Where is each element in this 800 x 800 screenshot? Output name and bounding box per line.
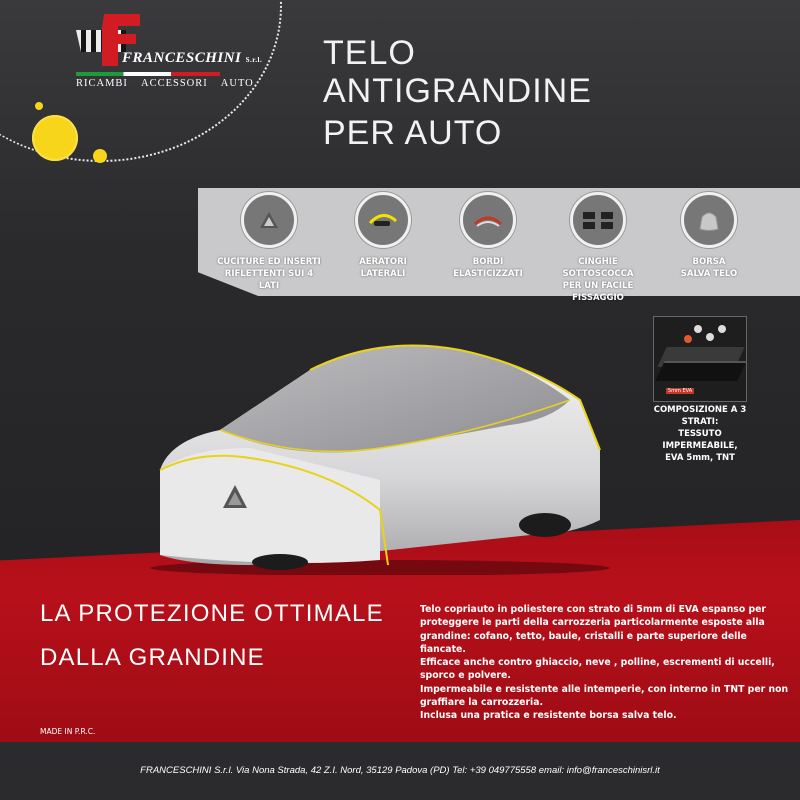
italian-flag-stripe	[76, 72, 220, 76]
yellow-dot-large	[32, 115, 78, 161]
title-line-1: TELO	[323, 34, 416, 72]
brand-name: FRANCESCHINI S.r.l.	[122, 50, 263, 66]
reflective-triangle-icon	[241, 192, 297, 248]
feature-side-vents: AERATORI LATERALI	[328, 192, 438, 280]
product-description: Telo copriauto in poliestere con strato di 5mm di EVA espanso per proteggere le parti della carrozzeria particolarmente esposte alla grandine: cofano, tetto, baule, cristalli e parte superiore delle fiancate. Efficace anche contro ghiaccio, neve , polline, escrementi di uccelli, sporco e polvere. Impermeabile e resistente alle intemperie, con interno in TNT per non graffiare la carrozzeria. Inclusa una pratica e resistente borsa salva telo.	[420, 604, 789, 722]
title-line-3: PER AUTO	[323, 114, 503, 152]
title-line-2: ANTIGRANDINE	[323, 72, 592, 110]
buckle-straps-icon	[570, 192, 626, 248]
composition-text: COMPOSIZIONE A 3 STRATI: TESSUTO IMPERMEABILE, EVA 5mm, TNT	[653, 405, 747, 463]
elastic-edge-icon	[460, 192, 516, 248]
eva-tag: 5mm EVA	[668, 388, 693, 394]
feature-underbody-straps: CINGHIE SOTTOSCOCCA PER UN FACILE FISSAGGIO	[543, 192, 653, 304]
mirror-vent-icon	[355, 192, 411, 248]
made-in-label: MADE IN P.R.C.	[40, 727, 96, 736]
yellow-dot-small	[35, 102, 43, 110]
headline-line-2: DALLA GRANDINE	[40, 644, 265, 671]
storage-bag-icon	[681, 192, 737, 248]
footer-contact: FRANCESCHINI S.r.l. Via Nona Strada, 42 Z.I. Nord, 35129 Padova (PD) Tel: +39 049775558 email: info@franceschinisrl.it	[140, 765, 660, 776]
covered-car-image	[130, 330, 630, 575]
brand-tagline: RICAMBI ACCESSORI AUTO	[76, 78, 254, 89]
feature-reflective-seams: CUCITURE ED INSERTI RIFLETTENTI SUI 4 LATI	[214, 192, 324, 292]
headline-line-1: LA PROTEZIONE OTTIMALE	[40, 600, 384, 627]
layers-cross-section-image	[653, 316, 747, 402]
feature-storage-bag: BORSA SALVA TELO	[654, 192, 764, 280]
feature-elastic-edges: BORDI ELASTICIZZATI	[433, 192, 543, 280]
yellow-dot-medium	[93, 149, 107, 163]
